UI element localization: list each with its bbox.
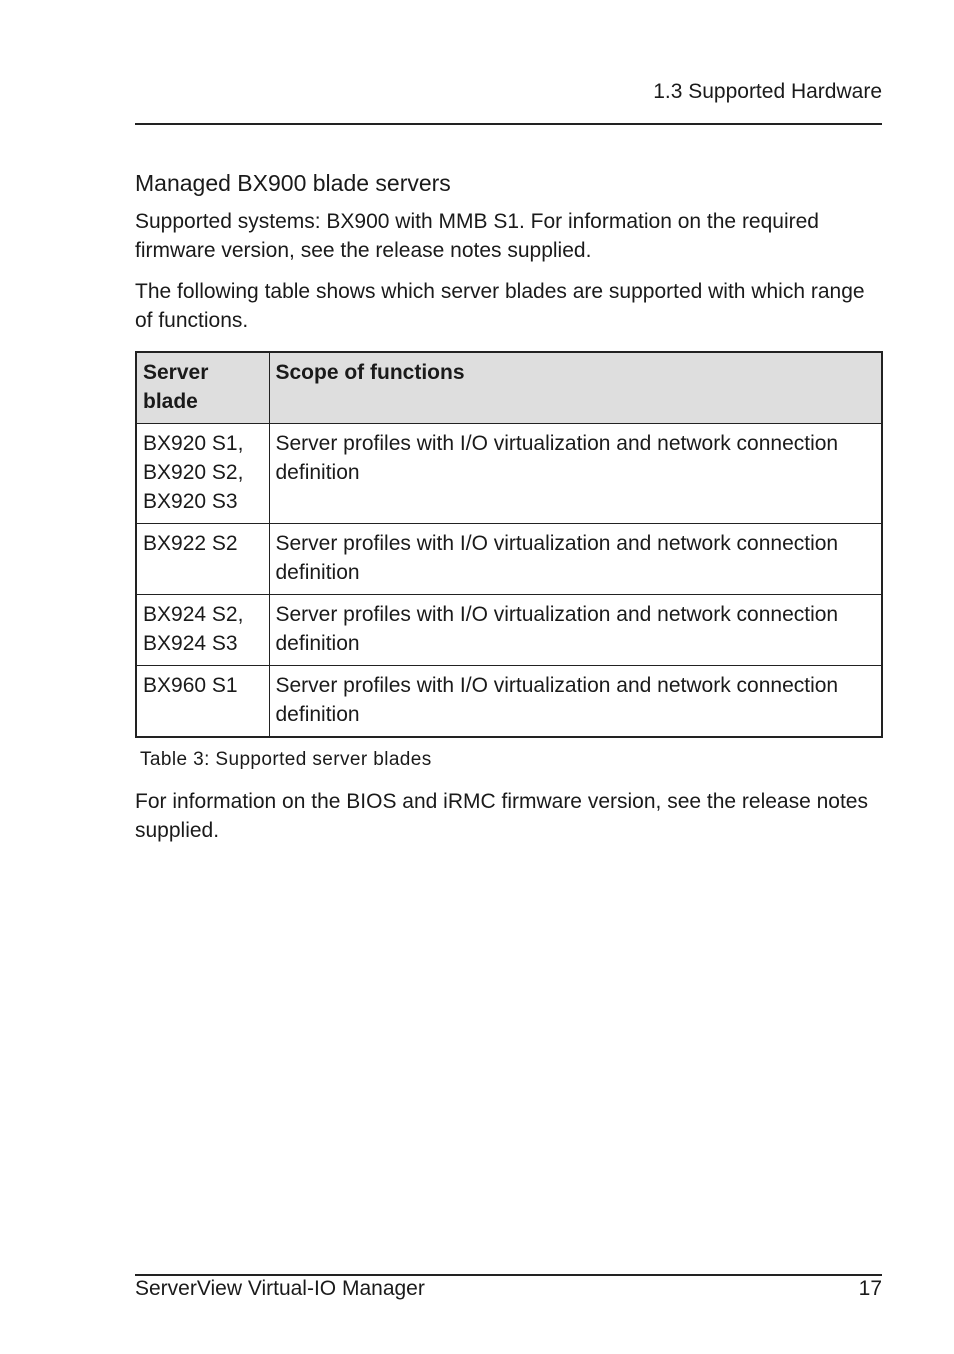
table-row — [136, 424, 882, 524]
model-name: BX960 S1 — [143, 674, 238, 697]
server-blade-cell — [136, 666, 269, 738]
scope-cell: Server profiles with I/O virtualization and network connection definition — [269, 524, 882, 595]
paragraph-bios-firmware: For information on the BIOS and iRMC firmware version, see the release notes supplied. — [135, 790, 868, 842]
model-name: BX920 S3 — [143, 490, 238, 513]
scope-cell: Server profiles with I/O virtualization and network connection definition — [269, 595, 882, 666]
column-header-scope: Scope of functions — [269, 352, 882, 424]
table-row — [136, 524, 882, 595]
table-header-row — [136, 352, 882, 424]
page-content — [135, 168, 882, 857]
scope-cell: Server profiles with I/O virtualization and network connection definition — [269, 666, 882, 738]
model-name: BX920 S1, — [143, 432, 244, 455]
paragraph-supported-systems: Supported systems: BX900 with MMB S1. For information on the required firmware version, see the release notes supplied. — [135, 210, 819, 262]
table-caption: Table 3: Supported server blades — [140, 749, 432, 770]
model-name: BX920 S2, — [143, 461, 244, 484]
scope-cell: Server profiles with I/O virtualization and network connection definition — [269, 424, 882, 524]
model-name: BX922 S2 — [143, 532, 238, 555]
page-number: 17 — [858, 1277, 882, 1300]
model-name: BX924 S3 — [143, 632, 238, 655]
server-blades-table — [135, 351, 883, 738]
paragraph-table-intro: The following table shows which server blades are supported with which range of functions. — [135, 280, 865, 332]
server-blade-cell — [136, 524, 269, 595]
server-blade-cell — [136, 424, 269, 524]
footer-title: ServerView Virtual-IO Manager — [135, 1277, 425, 1300]
running-header: 1.3 Supported Hardware — [653, 80, 882, 103]
model-name: BX924 S2, — [143, 603, 244, 626]
column-header-server-blade: Server blade — [136, 352, 269, 424]
header-rule — [135, 123, 882, 125]
table-row — [136, 666, 882, 738]
server-blade-cell — [136, 595, 269, 666]
section-heading: Managed BX900 blade servers — [135, 170, 451, 196]
table-row — [136, 595, 882, 666]
